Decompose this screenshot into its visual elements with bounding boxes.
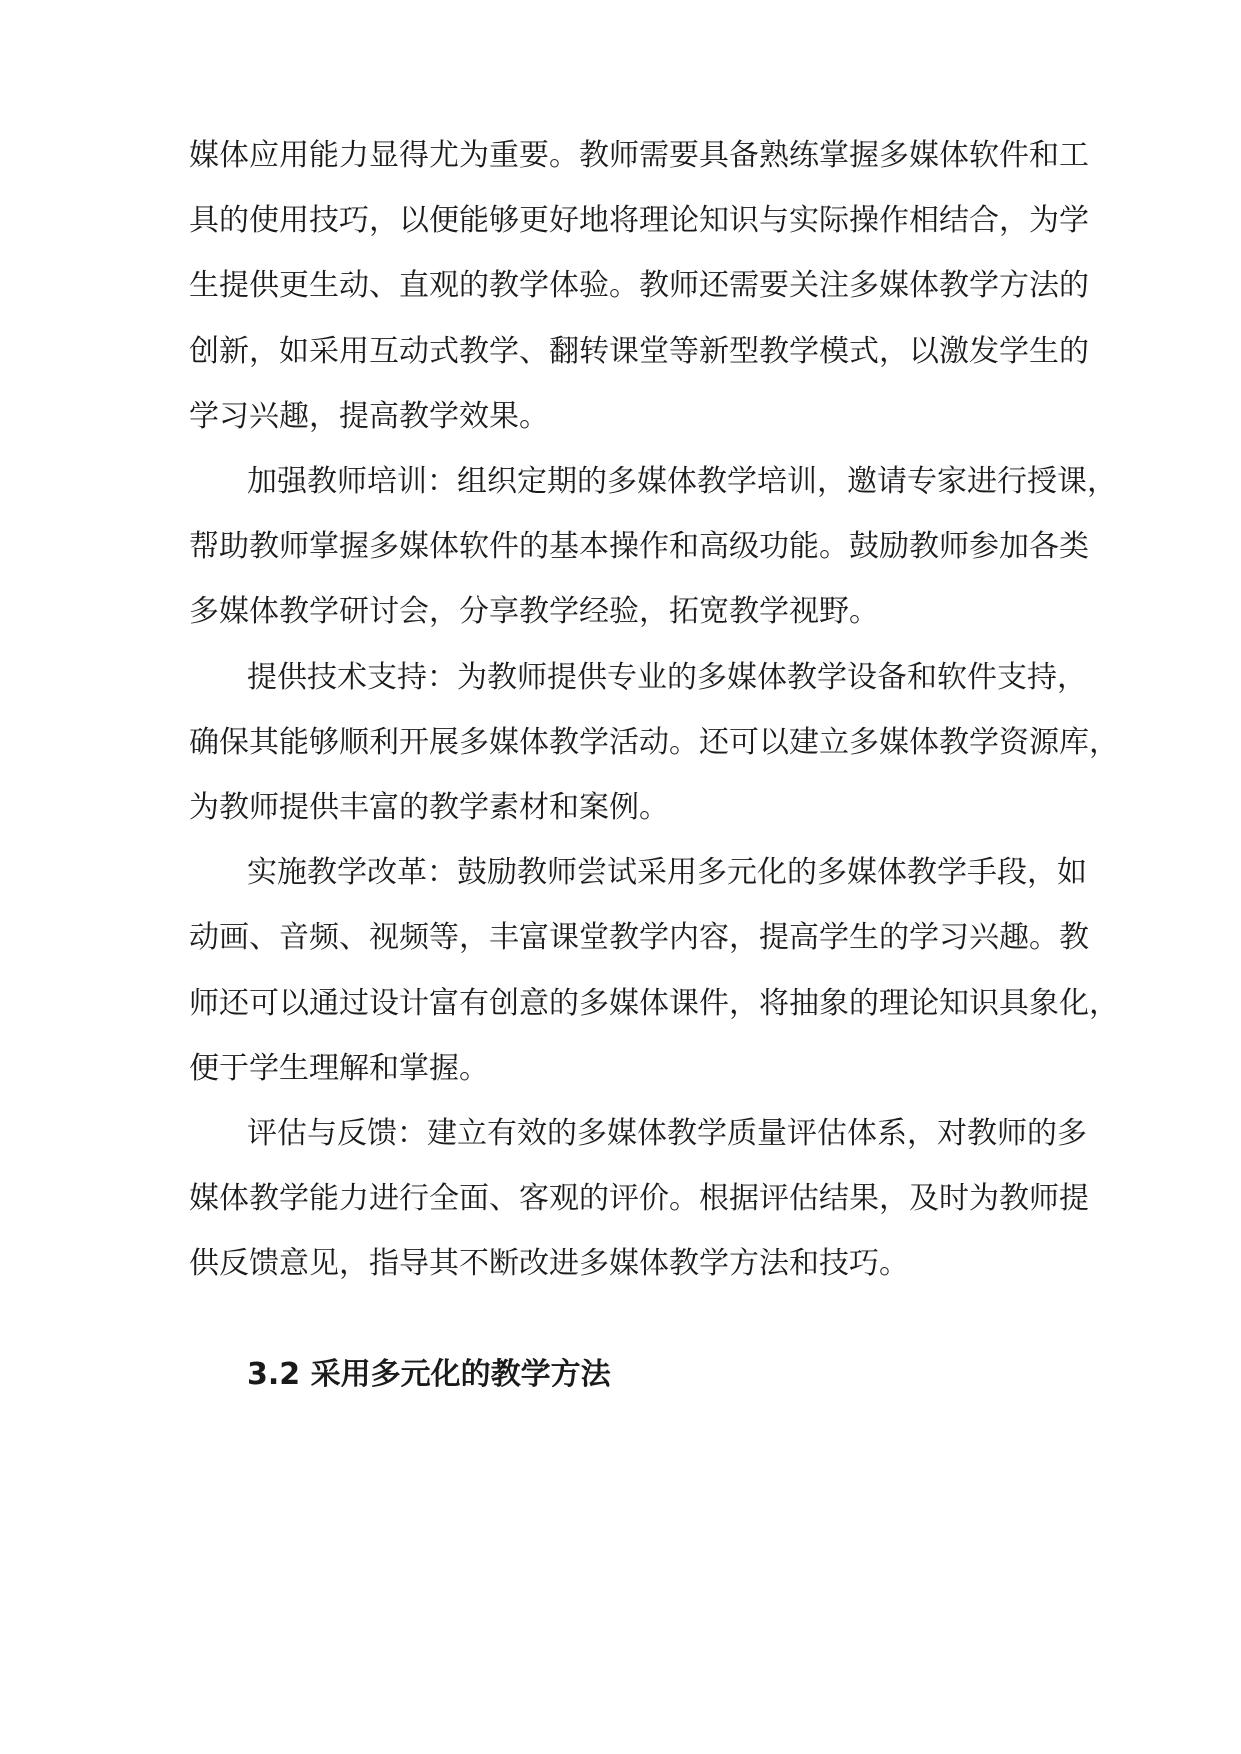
paragraph-5-line-1: 评估与反馈：建立有效的多媒体教学质量评估体系，对教师的多 xyxy=(247,1116,1087,1151)
paragraph-1-line-5: 学习兴趣，提高教学效果。 xyxy=(189,399,549,434)
paragraph-2-line-3: 多媒体教学研讨会，分享教学经验，拓宽教学视野。 xyxy=(189,594,879,629)
paragraph-5-line-2: 媒体教学能力进行全面、客观的评价。根据评估结果，及时为教师提 xyxy=(189,1181,1089,1216)
paragraph-4-line-2: 动画、音频、视频等，丰富课堂教学内容，提高学生的学习兴趣。教 xyxy=(189,920,1089,955)
paragraph-2-line-2: 帮助教师掌握多媒体软件的基本操作和高级功能。鼓励教师参加各类 xyxy=(189,529,1089,564)
paragraph-1-line-1: 媒体应用能力显得尤为重要。教师需要具备熟练掌握多媒体软件和工 xyxy=(189,138,1089,173)
paragraph-1-line-3: 生提供更生动、直观的教学体验。教师还需要关注多媒体教学方法的 xyxy=(189,268,1089,303)
paragraph-1-line-2: 具的使用技巧，以便能够更好地将理论知识与实际操作相结合，为学 xyxy=(189,203,1089,238)
paragraph-3-line-3: 为教师提供丰富的教学素材和案例。 xyxy=(189,790,669,825)
paragraph-4-line-4: 便于学生理解和掌握。 xyxy=(189,1051,489,1086)
paragraph-2-line-1: 加强教师培训：组织定期的多媒体教学培训，邀请专家进行授课， xyxy=(247,464,1117,499)
paragraph-5-line-3: 供反馈意见，指导其不断改进多媒体教学方法和技巧。 xyxy=(189,1246,909,1281)
paragraph-1-line-4: 创新，如采用互动式教学、翻转课堂等新型教学模式，以激发学生的 xyxy=(189,334,1089,369)
paragraph-3-line-1: 提供技术支持：为教师提供专业的多媒体教学设备和软件支持， xyxy=(247,660,1087,695)
section-heading: 3.2 采用多元化的教学方法 xyxy=(247,1357,611,1392)
paragraph-3-line-2: 确保其能够顺利开展多媒体教学活动。还可以建立多媒体教学资源库， xyxy=(189,725,1119,760)
paragraph-4-line-1: 实施教学改革：鼓励教师尝试采用多元化的多媒体教学手段，如 xyxy=(247,855,1087,890)
paragraph-4-line-3: 师还可以通过设计富有创意的多媒体课件，将抽象的理论知识具象化， xyxy=(189,986,1119,1021)
